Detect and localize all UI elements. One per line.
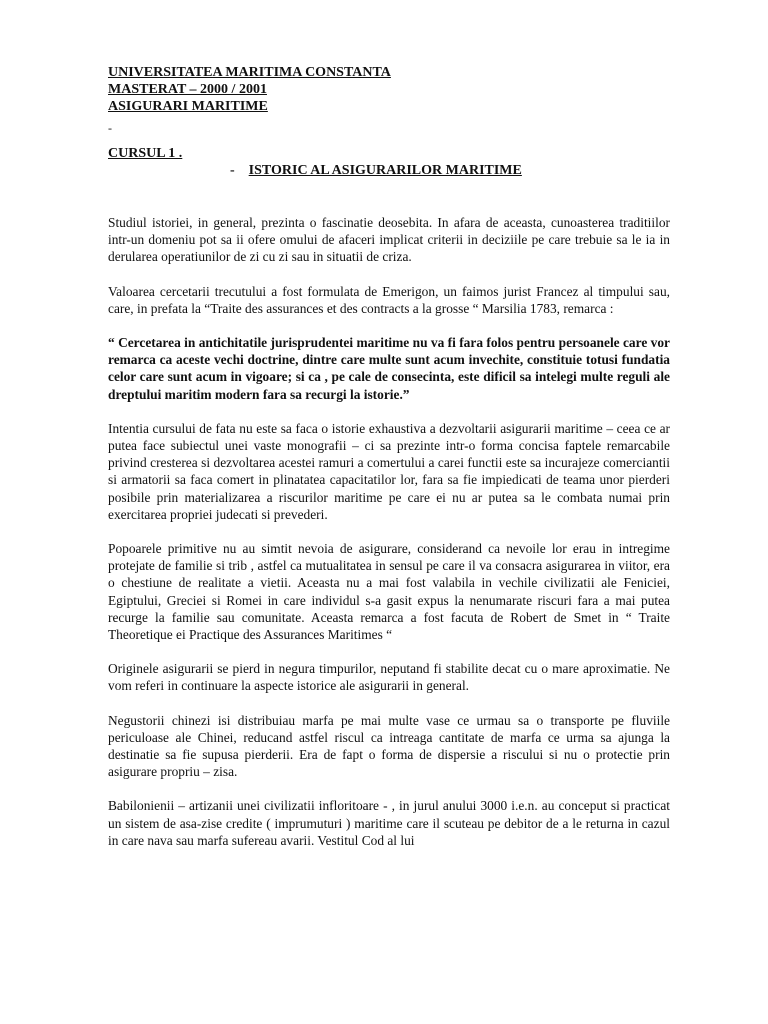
paragraph-intro: Studiul istoriei, in general, prezinta o fascinatie deosebita. In afara de aceasta, cunoasterea traditiilor intr-un domeniu pot sa ii ofere omului de afaceri implicat criterii in deciziile pe care trebuie sa le ia in derularea operatiunilor de zi cu zi sau in situatii de criza. <box>108 215 670 265</box>
paragraph-intent: Intentia cursului de fata nu este sa faca o istorie exhaustiva a dezvoltarii asigurarii maritime – ceea ce ar putea face subiectul unei vaste monografii – ci sa prezinte intr-o forma concisa faptele remarcabile privind cresterea si dezvoltarea acestei ramuri a comertului a carei functii este sa incurajeze comerciantii si armatorii sa faca comert in plinatatea capacitatilor lor, fara sa fie impiedicati de teama unor pierderi posibile prin materializarea a riscurilor maritime pe care ei nu ar putea sa le combata numai prin exercitarea propriei judecati si prevederi. <box>108 420 670 522</box>
course-title-text: ISTORIC AL ASIGURARILOR MARITIME <box>248 163 522 178</box>
paragraph-quote: “ Cercetarea in antichitatile jurisprudentei maritime nu va fi fara folos pentru persoanele care vor remarca ca aceste vechi doctrine, dintre care multe sunt acum invechite, constituie totusi fundatia celor care sunt acum in vigoare; si ca , pe cale de consecinta, este dificil sa intelegi multe reguli ale dreptului maritim modern fara sa recurgi la istorie.” <box>108 335 670 402</box>
program-name: MASTERAT – 2000 / 2001 <box>108 82 267 97</box>
course-title <box>230 162 670 179</box>
paragraph-emerigon: Valoarea cercetarii trecutului a fost formulata de Emerigon, un faimos jurist Francez al timpului sau, care, in prefata la “Traite des assurances et des contracts a la grosse “ Marsilia 1783, remarca : <box>108 283 670 316</box>
course-label: CURSUL 1 . <box>108 146 183 161</box>
separator-dash: - <box>108 121 112 135</box>
course-title-dash: - <box>230 163 235 178</box>
university-name: UNIVERSITATEA MARITIMA CONSTANTA <box>108 65 391 80</box>
paragraph-chinese-merchants: Negustorii chinezi isi distribuiau marfa pe mai multe vase ce urmau sa o transporte pe fluviile periculoase ale Chinei, reducand astfel riscul ca intreaga cantitate de marfa ce urma sa ajunga la destinatie sa fie supusa pierderii. Era de fapt o forma de dispersie a riscului si nu o protectie prin asigurare propriu – zisa. <box>108 712 670 780</box>
paragraph-origins: Originele asigurarii se pierd in negura timpurilor, neputand fi stabilite decat cu o mare aproximatie. Ne vom referi in continuare la aspecte istorice ale asigurarii in general. <box>108 661 670 694</box>
document-header <box>108 64 670 115</box>
subject-name: ASIGURARI MARITIME <box>108 99 268 114</box>
paragraph-primitive-peoples: Popoarele primitive nu au simtit nevoia de asigurare, considerand ca nevoile lor erau in intregime protejate de familie si trib , astfel ca mutualitatea in sensul pe care il va consacra asigurarea in viitor, era o chestiune de realitate a vietii. Aceasta nu a mai fost valabila in vechile civilizatii ale Feniciei, Egiptului, Greciei si Romei in care individul s-a gasit expus la nenumarate riscuri fara a mai putea recurge la familie sau comunitate. Aceasta remarca a fost facuta de Robert de Smet in “ Traite Theoretique ei Practique des Assurances Maritimes “ <box>108 541 670 643</box>
paragraph-babylonians: Babilonienii – artizanii unei civilizatii infloritoare - , in jurul anului 3000 i.e.n. au conceput si practicat un sistem de asa-zise credite ( imprumuturi ) maritime care il scuteau pe debitor de a le returna in cazul in care nava sau marfa sufereau avarii. Vestitul Cod al lui <box>108 798 670 848</box>
document-page <box>108 64 670 849</box>
